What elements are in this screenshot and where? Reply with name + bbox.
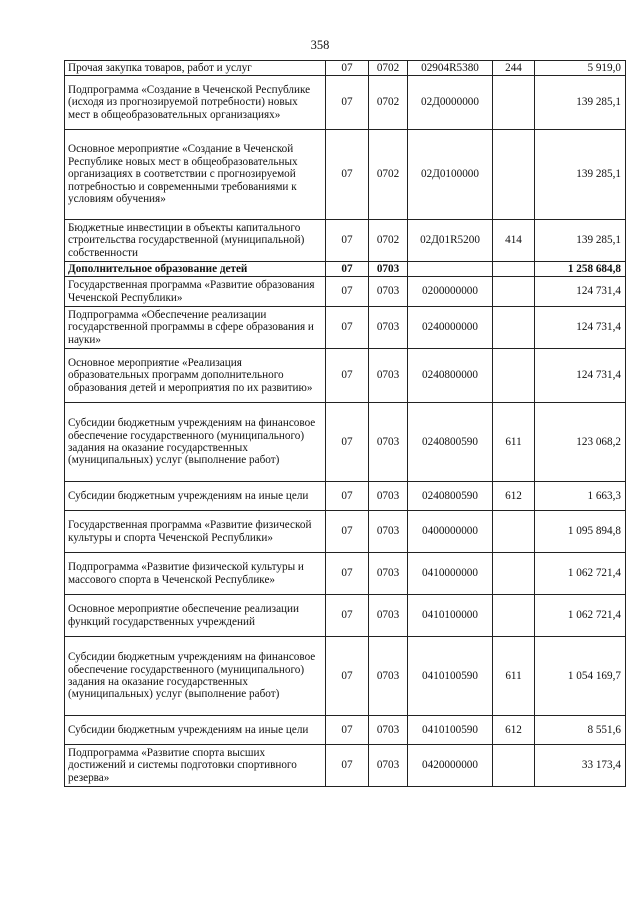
row-sum: 139 285,1 <box>535 76 626 130</box>
row-expense-type <box>493 76 535 130</box>
row-target-article: 0420000000 <box>408 745 493 787</box>
row-name: Основное мероприятие «Реализация образовательных программ дополнительного образования детей и мероприятия по их развитию» <box>65 349 326 403</box>
row-subsection: 0703 <box>369 262 408 277</box>
row-expense-type <box>493 307 535 349</box>
row-target-article: 0410000000 <box>408 553 493 595</box>
row-section: 07 <box>326 61 369 76</box>
row-target-article: 0200000000 <box>408 277 493 307</box>
row-target-article: 02904R5380 <box>408 61 493 76</box>
row-sum: 1 258 684,8 <box>535 262 626 277</box>
row-expense-type <box>493 595 535 637</box>
table-row <box>65 403 626 482</box>
row-subsection: 0703 <box>369 403 408 482</box>
row-section: 07 <box>326 349 369 403</box>
row-subsection: 0703 <box>369 595 408 637</box>
row-section: 07 <box>326 307 369 349</box>
row-subsection: 0703 <box>369 307 408 349</box>
row-expense-type: 611 <box>493 403 535 482</box>
row-expense-type <box>493 349 535 403</box>
table-row <box>65 745 626 787</box>
row-sum: 33 173,4 <box>535 745 626 787</box>
row-subsection: 0702 <box>369 76 408 130</box>
row-name: Подпрограмма «Развитие спорта высших достижений и системы подготовки спортивного резерва» <box>65 745 326 787</box>
row-section: 07 <box>326 637 369 716</box>
row-section: 07 <box>326 745 369 787</box>
table-row <box>65 553 626 595</box>
row-section: 07 <box>326 403 369 482</box>
row-sum: 123 068,2 <box>535 403 626 482</box>
row-sum: 1 062 721,4 <box>535 553 626 595</box>
row-subsection: 0703 <box>369 349 408 403</box>
row-name: Подпрограмма «Обеспечение реализации государственной программы в сфере образования и науки» <box>65 307 326 349</box>
table-row <box>65 307 626 349</box>
row-name: Государственная программа «Развитие физической культуры и спорта Чеченской Республики» <box>65 511 326 553</box>
row-name: Субсидии бюджетным учреждениям на финансовое обеспечение государственного (муниципального) задания на оказание государственных (муниципальных) услуг (выполнение работ) <box>65 637 326 716</box>
row-sum: 1 054 169,7 <box>535 637 626 716</box>
row-sum: 124 731,4 <box>535 307 626 349</box>
row-target-article: 0410100590 <box>408 716 493 745</box>
row-expense-type <box>493 553 535 595</box>
row-sum: 5 919,0 <box>535 61 626 76</box>
row-subsection: 0703 <box>369 277 408 307</box>
row-name: Подпрограмма «Создание в Чеченской Республике (исходя из прогнозируемой потребности) новых мест в общеобразовательных организациях» <box>65 76 326 130</box>
row-section: 07 <box>326 220 369 262</box>
row-subsection: 0702 <box>369 220 408 262</box>
row-subsection: 0703 <box>369 745 408 787</box>
row-expense-type: 244 <box>493 61 535 76</box>
row-section: 07 <box>326 130 369 220</box>
row-target-article <box>408 262 493 277</box>
row-sum: 8 551,6 <box>535 716 626 745</box>
row-name: Субсидии бюджетным учреждениям на финансовое обеспечение государственного (муниципального) задания на оказание государственных (муниципальных) услуг (выполнение работ) <box>65 403 326 482</box>
row-target-article: 0410100590 <box>408 637 493 716</box>
row-name: Подпрограмма «Развитие физической культуры и массового спорта в Чеченской Республике» <box>65 553 326 595</box>
row-target-article: 02Д0100000 <box>408 130 493 220</box>
row-name: Основное мероприятие обеспечение реализации функций государственных учреждений <box>65 595 326 637</box>
table-row <box>65 262 626 277</box>
row-expense-type <box>493 262 535 277</box>
row-name: Субсидии бюджетным учреждениям на иные цели <box>65 482 326 511</box>
table-row <box>65 482 626 511</box>
table-row <box>65 220 626 262</box>
table-row <box>65 130 626 220</box>
table-row <box>65 716 626 745</box>
row-subsection: 0702 <box>369 130 408 220</box>
table-row <box>65 76 626 130</box>
row-section: 07 <box>326 76 369 130</box>
row-expense-type <box>493 745 535 787</box>
row-target-article: 02Д01R5200 <box>408 220 493 262</box>
row-sum: 1 095 894,8 <box>535 511 626 553</box>
row-section: 07 <box>326 511 369 553</box>
page-number: 358 <box>310 38 330 52</box>
table-row <box>65 637 626 716</box>
row-name: Дополнительное образование детей <box>65 262 326 277</box>
row-expense-type <box>493 511 535 553</box>
row-subsection: 0703 <box>369 482 408 511</box>
row-sum: 1 663,3 <box>535 482 626 511</box>
table-row <box>65 277 626 307</box>
row-expense-type: 612 <box>493 716 535 745</box>
table-row <box>65 595 626 637</box>
row-subsection: 0703 <box>369 553 408 595</box>
row-target-article: 0410100000 <box>408 595 493 637</box>
row-name: Государственная программа «Развитие образования Чеченской Республики» <box>65 277 326 307</box>
row-target-article: 0240800590 <box>408 403 493 482</box>
row-subsection: 0702 <box>369 61 408 76</box>
row-sum: 124 731,4 <box>535 349 626 403</box>
row-sum: 139 285,1 <box>535 130 626 220</box>
row-target-article: 0240800000 <box>408 349 493 403</box>
row-expense-type <box>493 130 535 220</box>
row-section: 07 <box>326 595 369 637</box>
row-section: 07 <box>326 716 369 745</box>
row-section: 07 <box>326 553 369 595</box>
row-name: Бюджетные инвестиции в объекты капитального строительства государственной (муниципальной) собственности <box>65 220 326 262</box>
row-subsection: 0703 <box>369 637 408 716</box>
row-expense-type: 612 <box>493 482 535 511</box>
budget-table <box>64 60 626 787</box>
row-sum: 139 285,1 <box>535 220 626 262</box>
row-sum: 124 731,4 <box>535 277 626 307</box>
row-section: 07 <box>326 482 369 511</box>
table-row <box>65 349 626 403</box>
row-sum: 1 062 721,4 <box>535 595 626 637</box>
row-section: 07 <box>326 262 369 277</box>
row-expense-type <box>493 277 535 307</box>
row-name: Субсидии бюджетным учреждениям на иные цели <box>65 716 326 745</box>
row-name: Основное мероприятие «Создание в Чеченской Республике новых мест в общеобразовательных организациях в соответствии с прогнозируемой потребностью и современными требованиями к условиям обучения» <box>65 130 326 220</box>
table-row <box>65 61 626 76</box>
budget-table-body <box>65 61 626 787</box>
table-row <box>65 511 626 553</box>
row-expense-type: 611 <box>493 637 535 716</box>
row-target-article: 02Д0000000 <box>408 76 493 130</box>
row-name: Прочая закупка товаров, работ и услуг <box>65 61 326 76</box>
row-target-article: 0240800590 <box>408 482 493 511</box>
row-target-article: 0400000000 <box>408 511 493 553</box>
row-expense-type: 414 <box>493 220 535 262</box>
row-section: 07 <box>326 277 369 307</box>
row-subsection: 0703 <box>369 511 408 553</box>
row-target-article: 0240000000 <box>408 307 493 349</box>
row-subsection: 0703 <box>369 716 408 745</box>
